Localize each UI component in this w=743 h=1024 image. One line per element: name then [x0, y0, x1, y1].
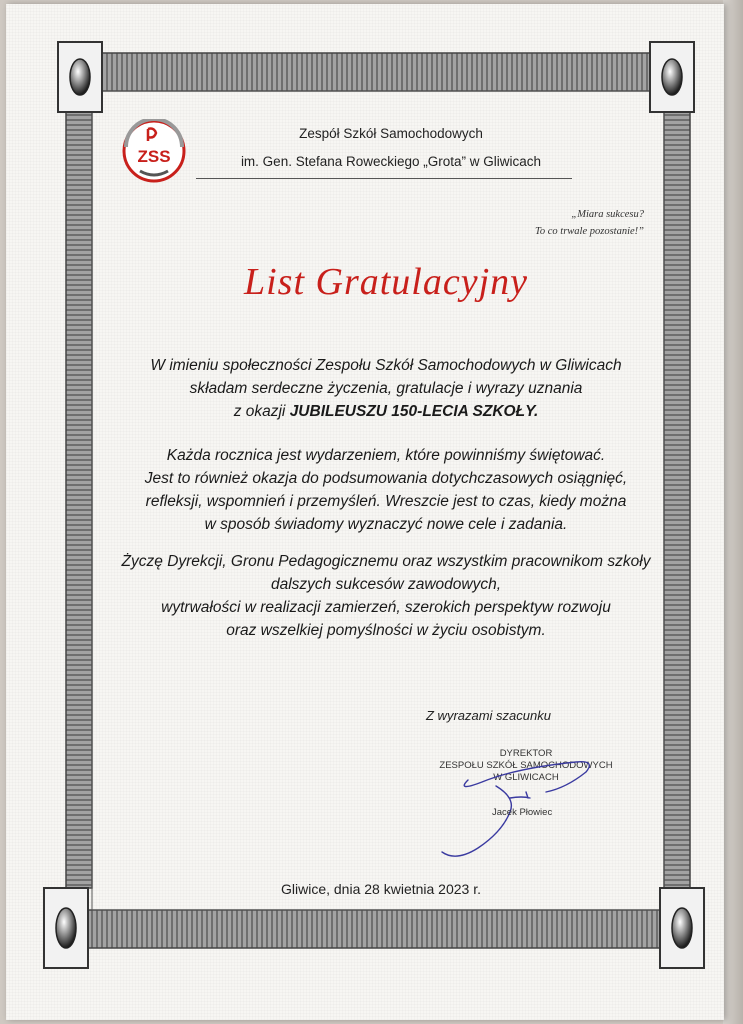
certificate-title: List Gratulacyjny — [243, 261, 529, 303]
frame-bar-bottom — [88, 910, 660, 948]
paragraph-line: refleksji, wspomnień i przemyśleń. Wreszcie jest to czas, kiedy można — [145, 493, 627, 510]
header-divider — [196, 178, 572, 179]
congratulations-paragraph — [86, 354, 686, 423]
paragraph-line: wytrwałości w realizacji zamierzeń, szerokich perspektyw rozwoju — [161, 599, 611, 616]
svg-text:ZSS: ZSS — [137, 147, 171, 166]
school-header — [196, 120, 586, 176]
paragraph-line: Każda rocznica jest wydarzeniem, które powinniśmy świętować. — [166, 447, 606, 464]
jubilee-highlight: JUBILEUSZU 150-LECIA SZKOŁY. — [289, 403, 539, 420]
certificate-sheet — [6, 4, 724, 1020]
paragraph-line: dalszych sukcesów zawodowych, — [270, 576, 502, 593]
motto-line-2: To co trwale pozostanie!” — [535, 226, 644, 237]
school-logo-icon — [118, 119, 190, 183]
paragraph-line: Jest to również okazja do podsumowania dotychczasowych osiągnięć, — [144, 470, 628, 487]
corner-ornament-bottom-left — [44, 888, 88, 968]
motto — [476, 206, 644, 240]
closing-regards: Z wyrazami szacunku — [426, 708, 551, 723]
frame-bar-top — [98, 53, 654, 91]
background-edge — [723, 0, 743, 1024]
date-place: Gliwice, dnia 28 kwietnia 2023 r. — [281, 881, 481, 897]
school-patron: im. Gen. Stefana Roweckiego „Grota” w Gliwicach — [240, 154, 542, 169]
signer-name: Jacek Płowiec — [492, 807, 553, 818]
school-name: Zespół Szkół Samochodowych — [299, 126, 483, 141]
stamp-line-1: DYREKTOR — [499, 748, 553, 759]
corner-ornament-top-left — [58, 42, 102, 112]
corner-ornament-bottom-right — [660, 888, 704, 968]
anniversary-paragraph — [86, 444, 686, 536]
paragraph-line: W imieniu społeczności Zespołu Szkół Samochodowych w Gliwicach — [150, 357, 622, 374]
paragraph-line: składam serdeczne życzenia, gratulacje i wyrazy uznania — [189, 380, 583, 397]
wishes-paragraph — [86, 550, 686, 642]
motto-line-1: „Miara sukcesu? — [571, 209, 644, 220]
paragraph-line: Życzę Dyrekcji, Gronu Pedagogicznemu oraz wszystkim pracownikom szkoły — [121, 553, 651, 570]
stamp-line-3: W GLIWICACH — [493, 772, 559, 783]
paragraph-line: oraz wszelkiej pomyślności w życiu osobistym. — [226, 622, 546, 639]
stamp-line-2: ZESPOŁU SZKÓŁ SAMOCHODOWYCH — [439, 760, 613, 771]
paragraph-text: z okazji — [233, 403, 290, 420]
paragraph-line — [86, 400, 686, 423]
corner-ornament-top-right — [650, 42, 694, 112]
paragraph-line: w sposób świadomy wyznaczyć nowe cele i zadania. — [204, 516, 568, 533]
